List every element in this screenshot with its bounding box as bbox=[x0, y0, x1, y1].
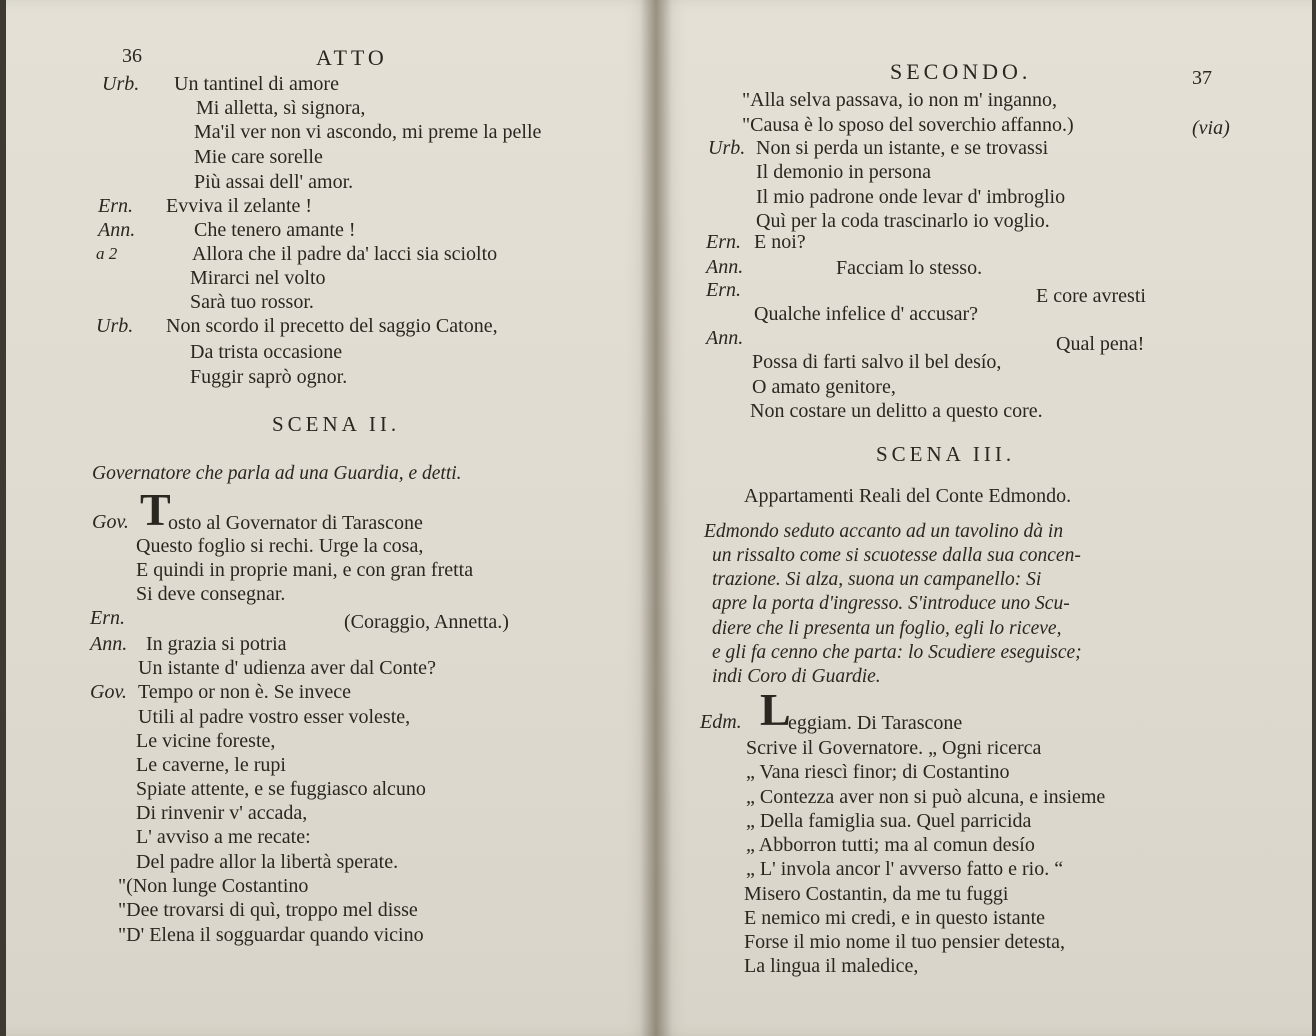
stage-direction-left: Governatore che parla ad una Guardia, e detti. bbox=[92, 463, 462, 484]
verse-line: Tempo or non è. Se invece bbox=[138, 681, 351, 703]
verse-line: „ Abborron tutti; ma al comun desío bbox=[746, 834, 1035, 856]
verse-line: In grazia si potria bbox=[146, 633, 287, 655]
verse-line: "(Non lunge Costantino bbox=[118, 875, 309, 897]
verse-line: La lingua il maledice, bbox=[744, 955, 919, 977]
scene-setting: Appartamenti Reali del Conte Edmondo. bbox=[744, 485, 1072, 507]
verse-line: Misero Costantin, da me tu fuggi bbox=[744, 883, 1009, 905]
verse-line: Si deve consegnar. bbox=[136, 583, 286, 605]
verse-line: "Dee trovarsi di quì, troppo mel disse bbox=[118, 899, 418, 921]
stage-direction-line: apre la porta d'ingresso. S'introduce uno Scu- bbox=[712, 593, 1070, 614]
verse-line: Evviva il zelante ! bbox=[166, 195, 313, 217]
verse-line: Sarà tuo rossor. bbox=[190, 291, 314, 313]
verse-line: Le vicine foreste, bbox=[136, 730, 276, 752]
speaker-label: Ann. bbox=[706, 256, 744, 278]
verse-line: Di rinvenir v' accada, bbox=[136, 802, 308, 824]
verse-line: Un istante d' udienza aver dal Conte? bbox=[138, 657, 436, 679]
speaker-label: Ann. bbox=[98, 219, 136, 241]
running-head-right: SECONDO. bbox=[890, 59, 1032, 84]
verse-line: Che tenero amante ! bbox=[194, 219, 356, 241]
verse-line: E core avresti bbox=[1036, 285, 1146, 307]
verse-line: Allora che il padre da' lacci sia sciolto bbox=[192, 243, 498, 265]
verse-line: osto al Governator di Tarascone bbox=[168, 512, 423, 534]
verse-line: Mi alletta, sì signora, bbox=[196, 97, 366, 119]
verse-line: Possa di farti salvo il bel desío, bbox=[752, 351, 1002, 373]
verse-line: E nemico mi credi, e in questo istante bbox=[744, 907, 1046, 929]
verse-line: "D' Elena il sogguardar quando vicino bbox=[118, 924, 424, 946]
verse-line: E quindi in proprie mani, e con gran fretta bbox=[136, 559, 474, 581]
verse-line: "Causa è lo sposo del soverchio affanno.) bbox=[742, 114, 1074, 136]
speaker-label: Ann. bbox=[706, 327, 744, 349]
verse-line: Spiate attente, e se fuggiasco alcuno bbox=[136, 778, 426, 800]
stage-direction-line: indi Coro di Guardie. bbox=[712, 666, 881, 687]
verse-line: „ L' invola ancor l' avverso fatto e rio. “ bbox=[746, 858, 1064, 880]
speaker-label: Gov. bbox=[90, 681, 127, 703]
speaker-label: Ern. bbox=[98, 195, 133, 217]
verse-line: L' avviso a me recate: bbox=[136, 826, 311, 848]
speaker-label: Ern. bbox=[706, 231, 741, 253]
verse-line: Qual pena! bbox=[1056, 333, 1145, 355]
verse-line: Più assai dell' amor. bbox=[194, 171, 354, 193]
speaker-label: Urb. bbox=[708, 137, 746, 159]
speaker-label: Edm. bbox=[700, 711, 742, 733]
verse-line: Qualche infelice d' accusar? bbox=[754, 303, 979, 325]
speaker-label: Urb. bbox=[102, 73, 140, 95]
stage-cue-via: (via) bbox=[1192, 117, 1230, 139]
verse-line: Quì per la coda trascinarlo io voglio. bbox=[756, 210, 1050, 232]
verse-line: Da trista occasione bbox=[190, 341, 343, 363]
stage-direction-line: Edmondo seduto accanto ad un tavolino dà in bbox=[704, 521, 1064, 542]
verse-line: Fuggir saprò ognor. bbox=[190, 366, 348, 388]
verse-line: Mirarci nel volto bbox=[190, 267, 326, 289]
verse-line: Non si perda un istante, e se trovassi bbox=[756, 137, 1049, 159]
verse-line: Non scordo il precetto del saggio Catone, bbox=[166, 315, 498, 337]
verse-line: Le caverne, le rupi bbox=[136, 754, 286, 776]
stage-direction-line: un rissalto come si scuotesse dalla sua concen- bbox=[712, 545, 1081, 566]
verse-line: Non costare un delitto a questo core. bbox=[750, 400, 1043, 422]
page-number-left: 36 bbox=[122, 45, 142, 67]
speaker-label: Urb. bbox=[96, 315, 134, 337]
verse-line: Forse il mio nome il tuo pensier detesta, bbox=[744, 931, 1066, 953]
verse-line: Del padre allor la libertà sperate. bbox=[136, 851, 399, 873]
scene-title-right: SCENA III. bbox=[876, 442, 1016, 466]
scene-title-left: SCENA II. bbox=[272, 412, 401, 436]
speaker-label: a 2 bbox=[96, 244, 118, 263]
stage-direction-line: diere che li presenta un foglio, egli lo riceve, bbox=[712, 618, 1062, 639]
verse-line: "Alla selva passava, io non m' inganno, bbox=[742, 89, 1058, 111]
book-gutter bbox=[640, 0, 672, 1036]
page-number-right: 37 bbox=[1192, 67, 1212, 89]
verse-line: Il mio padrone onde levar d' imbroglio bbox=[756, 186, 1066, 208]
speaker-label: Ann. bbox=[90, 633, 128, 655]
verse-line: „ Contezza aver non si può alcuna, e insieme bbox=[746, 786, 1106, 808]
speaker-label: Ern. bbox=[706, 279, 741, 301]
verse-line: E noi? bbox=[754, 231, 806, 253]
speaker-label: Gov. bbox=[92, 511, 129, 533]
drop-capital: L bbox=[760, 684, 791, 735]
verse-line: Ma'il ver non vi ascondo, mi preme la pelle bbox=[194, 121, 542, 143]
verse-line: Facciam lo stesso. bbox=[836, 257, 983, 279]
verse-line: Scrive il Governatore. „ Ogni ricerca bbox=[746, 737, 1042, 759]
stage-direction-line: e gli fa cenno che parta: lo Scudiere eseguisce; bbox=[712, 642, 1082, 663]
drop-capital: T bbox=[140, 484, 171, 535]
verse-line: „ Vana riescì finor; di Costantino bbox=[746, 761, 1010, 783]
verse-line: Il demonio in persona bbox=[756, 161, 931, 183]
verse-line: eggiam. Di Tarascone bbox=[788, 712, 963, 734]
verse-line: O amato genitore, bbox=[752, 376, 896, 398]
speaker-label: Ern. bbox=[90, 607, 125, 629]
verse-line: „ Della famiglia sua. Quel parricida bbox=[746, 810, 1032, 832]
verse-line: Mie care sorelle bbox=[194, 146, 323, 168]
stage-direction-line: trazione. Si alza, suona un campanello: Si bbox=[712, 569, 1042, 590]
verse-line: Un tantinel di amore bbox=[174, 73, 339, 95]
verse-line: Questo foglio si rechi. Urge la cosa, bbox=[136, 535, 424, 557]
verse-line: Utili al padre vostro esser voleste, bbox=[138, 706, 411, 728]
verse-line: (Coraggio, Annetta.) bbox=[344, 611, 509, 633]
running-head-left: ATTO bbox=[316, 45, 388, 70]
